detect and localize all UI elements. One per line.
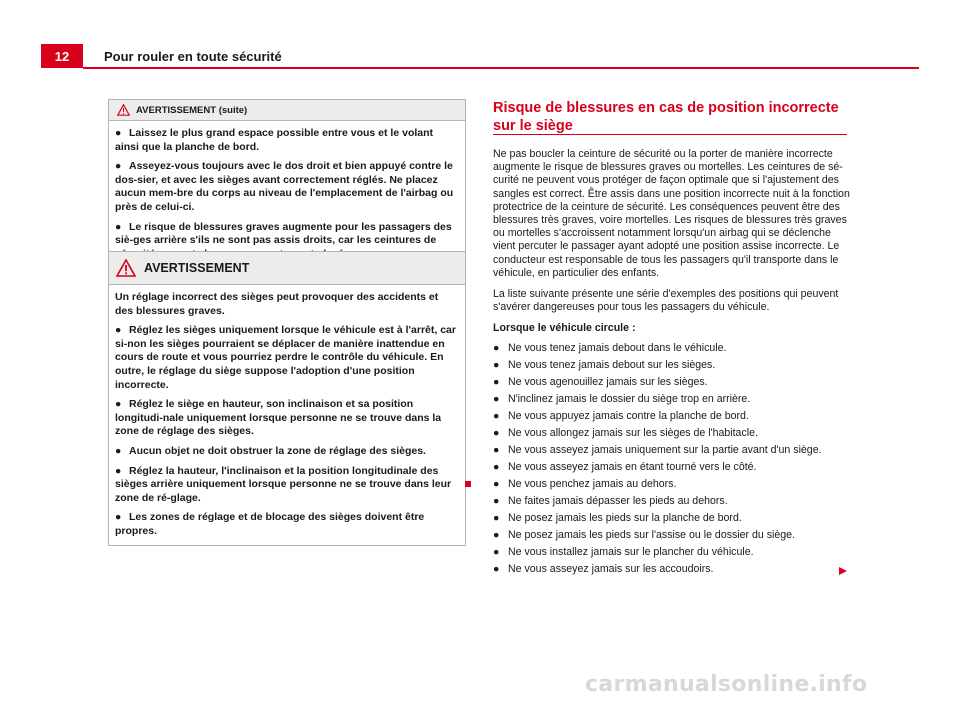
section-title: Risque de blessures en cas de position incorrecte sur le siège [493, 100, 839, 134]
warning-box-header [109, 252, 465, 285]
warning-box-body [109, 121, 465, 267]
warning-item: ● Réglez le siège en hauteur, son inclinaison et sa position longitudi-nale uniquement lorsque personne ne se trouve dans la zone de réglage des sièges. [115, 398, 442, 438]
continue-arrow-icon [839, 567, 847, 575]
section-title-divider [493, 134, 847, 135]
body-paragraph: Ne pas boucler la ceinture de sécurité ou la porter de manière incorrecte augmente le risque de blessures graves ou mortelles. Les ceintures de sé-curité ne peuvent vous protéger de façon optimale que si l'ajustement des sangles est correct. Être assis dans une position incorrecte nuit à la fonction protectrice de la ceinture de sécurité. Les conséquences peuvent être des blessures très graves, voire mortelles. Les risques de blessures très graves ou mortelles s'accroissent notamment lorsqu'un airbag qui se déclenche vient percuter le passager ayant adopté une position assise incorrecte. Le conducteur est responsable de tous les passagers qu'il transporte dans le véhicule, en particulier des enfants. [493, 148, 850, 279]
page-header-title: Pour rouler en toute sécurité [104, 49, 282, 64]
warning-triangle-icon [117, 104, 130, 116]
warning-box [108, 251, 466, 546]
warning-item: ● Réglez les sièges uniquement lorsque le véhicule est à l'arrêt, car si-non les sièges pourraient se déplacer de manière inattendue en cours de route et vous pourriez perdre le contrôle du véhicule. En outre, le réglage du siège suppose l'adoption d'une position incorrecte. [115, 324, 456, 391]
list-item: ● Ne vous asseyez jamais en étant tourné vers le côté. [493, 460, 757, 473]
list-item: ● Ne vous penchez jamais au dehors. [493, 477, 677, 490]
list-item: ● Ne faites jamais dépasser les pieds au dehors. [493, 494, 728, 507]
list-item: ● Ne vous allongez jamais sur les sièges de l'habitacle. [493, 426, 758, 439]
list-item: ● Ne vous appuyez jamais contre la planche de bord. [493, 409, 749, 422]
warning-intro: Un réglage incorrect des sièges peut provoquer des accidents et des blessures graves. [115, 291, 439, 317]
list-item: ● Ne posez jamais les pieds sur la planche de bord. [493, 511, 742, 524]
page-number: 12 [41, 44, 83, 68]
list-item: ● Ne vous tenez jamais debout sur les sièges. [493, 358, 716, 371]
list-item: ● Ne vous agenouillez jamais sur les sièges. [493, 375, 708, 388]
body-paragraph: La liste suivante présente une série d'exemples des positions qui peuvent s'avérer dangereuses pour tous les passagers du véhicule. [493, 288, 839, 314]
warning-item: ● Aucun objet ne doit obstruer la zone de réglage des sièges. [115, 444, 426, 457]
header-divider [83, 67, 919, 69]
warning-box-header [109, 100, 465, 121]
list-item: ● Ne vous asseyez jamais sur les accoudoirs. [493, 562, 714, 575]
warning-item: ● Les zones de réglage et de blocage des sièges doivent être propres. [115, 511, 425, 537]
position-list [493, 342, 853, 580]
list-item: ● Ne vous tenez jamais debout dans le véhicule. [493, 341, 727, 354]
warning-item: ● Réglez la hauteur, l'inclinaison et la position longitudinale des sièges arrière uniquement lorsque personne ne se trouve dans leur zone de ré-glage. [115, 464, 452, 504]
list-item: ● N'inclinez jamais le dossier du siège trop en arrière. [493, 392, 751, 405]
section-end-marker [465, 481, 471, 487]
section-body [493, 148, 853, 580]
list-item: ● Ne vous installez jamais sur le plancher du véhicule. [493, 545, 754, 558]
list-item: ● Ne posez jamais les pieds sur l'assise ou le dossier du siège. [493, 528, 796, 541]
warning-item: ● Laissez le plus grand espace possible entre vous et le volant ainsi que la planche de bord. [115, 127, 434, 153]
list-lead: Lorsque le véhicule circule : [493, 322, 636, 335]
warning-box-title: AVERTISSEMENT [144, 261, 250, 275]
warning-box-body [109, 285, 465, 545]
warning-item: ● Asseyez-vous toujours avec le dos droit et bien appuyé contre le dos-sier, et avec les sièges avant correctement réglés. Ne placez aucun mem-bre du corps au niveau de l'emplacement de l'airbag ou près de celui-ci. [115, 160, 454, 213]
warning-triangle-icon [116, 259, 136, 277]
warning-box-title: AVERTISSEMENT (suite) [136, 104, 248, 116]
list-item: ● Ne vous asseyez jamais uniquement sur la partie avant d'un siège. [493, 443, 822, 456]
warning-box-continued [108, 99, 466, 268]
warning-item: ● Le risque de blessures graves augmente pour les passagers des siè-ges arrière s'ils ne sont pas assis droits, car les ceintures de [115, 220, 452, 247]
watermark: carmanualsonline.info [585, 672, 868, 697]
